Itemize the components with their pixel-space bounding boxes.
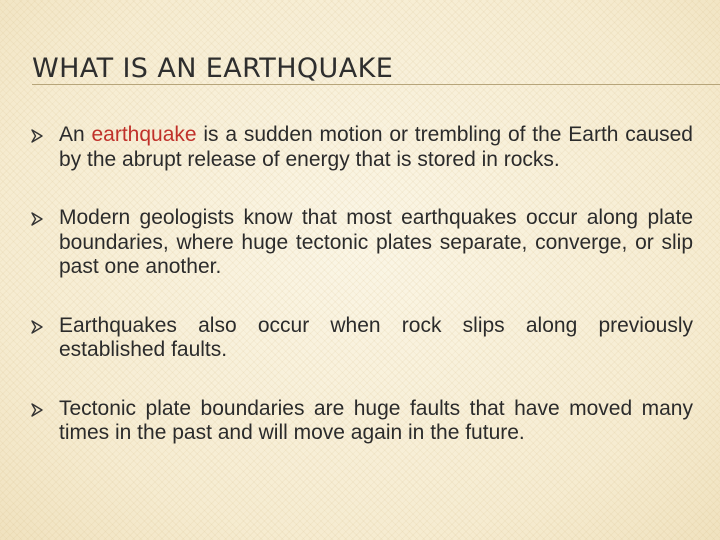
arrowhead-bullet-icon bbox=[31, 129, 43, 143]
bullet-list bbox=[0, 123, 720, 480]
bullet-text-after: is a sudden motion or trembling of the Earth caused by the abrupt release of energy that is stored in rocks. bbox=[59, 123, 693, 171]
bullet-item bbox=[0, 314, 720, 363]
bullet-item bbox=[0, 206, 720, 280]
bullet-text: Tectonic plate boundaries are huge faults that have moved many times in the past and will move again in the future. bbox=[59, 396, 693, 444]
bullet-text bbox=[59, 123, 693, 172]
bullet-text: Modern geologists know that most earthquakes occur along plate boundaries, where huge tectonic plates separate, converge, or slip past one another. bbox=[59, 206, 693, 278]
bullet-text: Earthquakes also occur when rock slips along previously established faults. bbox=[59, 313, 693, 361]
bullet-item bbox=[0, 123, 720, 172]
bullet-item bbox=[0, 397, 720, 446]
title-underline bbox=[32, 84, 720, 85]
arrowhead-bullet-icon bbox=[31, 320, 43, 334]
highlighted-term: earthquake bbox=[91, 123, 197, 146]
bullet-text-before: An bbox=[59, 123, 92, 146]
slide-title: WHAT IS AN EARTHQUAKE bbox=[32, 53, 394, 84]
arrowhead-bullet-icon bbox=[31, 403, 43, 417]
arrowhead-bullet-icon bbox=[31, 212, 43, 226]
